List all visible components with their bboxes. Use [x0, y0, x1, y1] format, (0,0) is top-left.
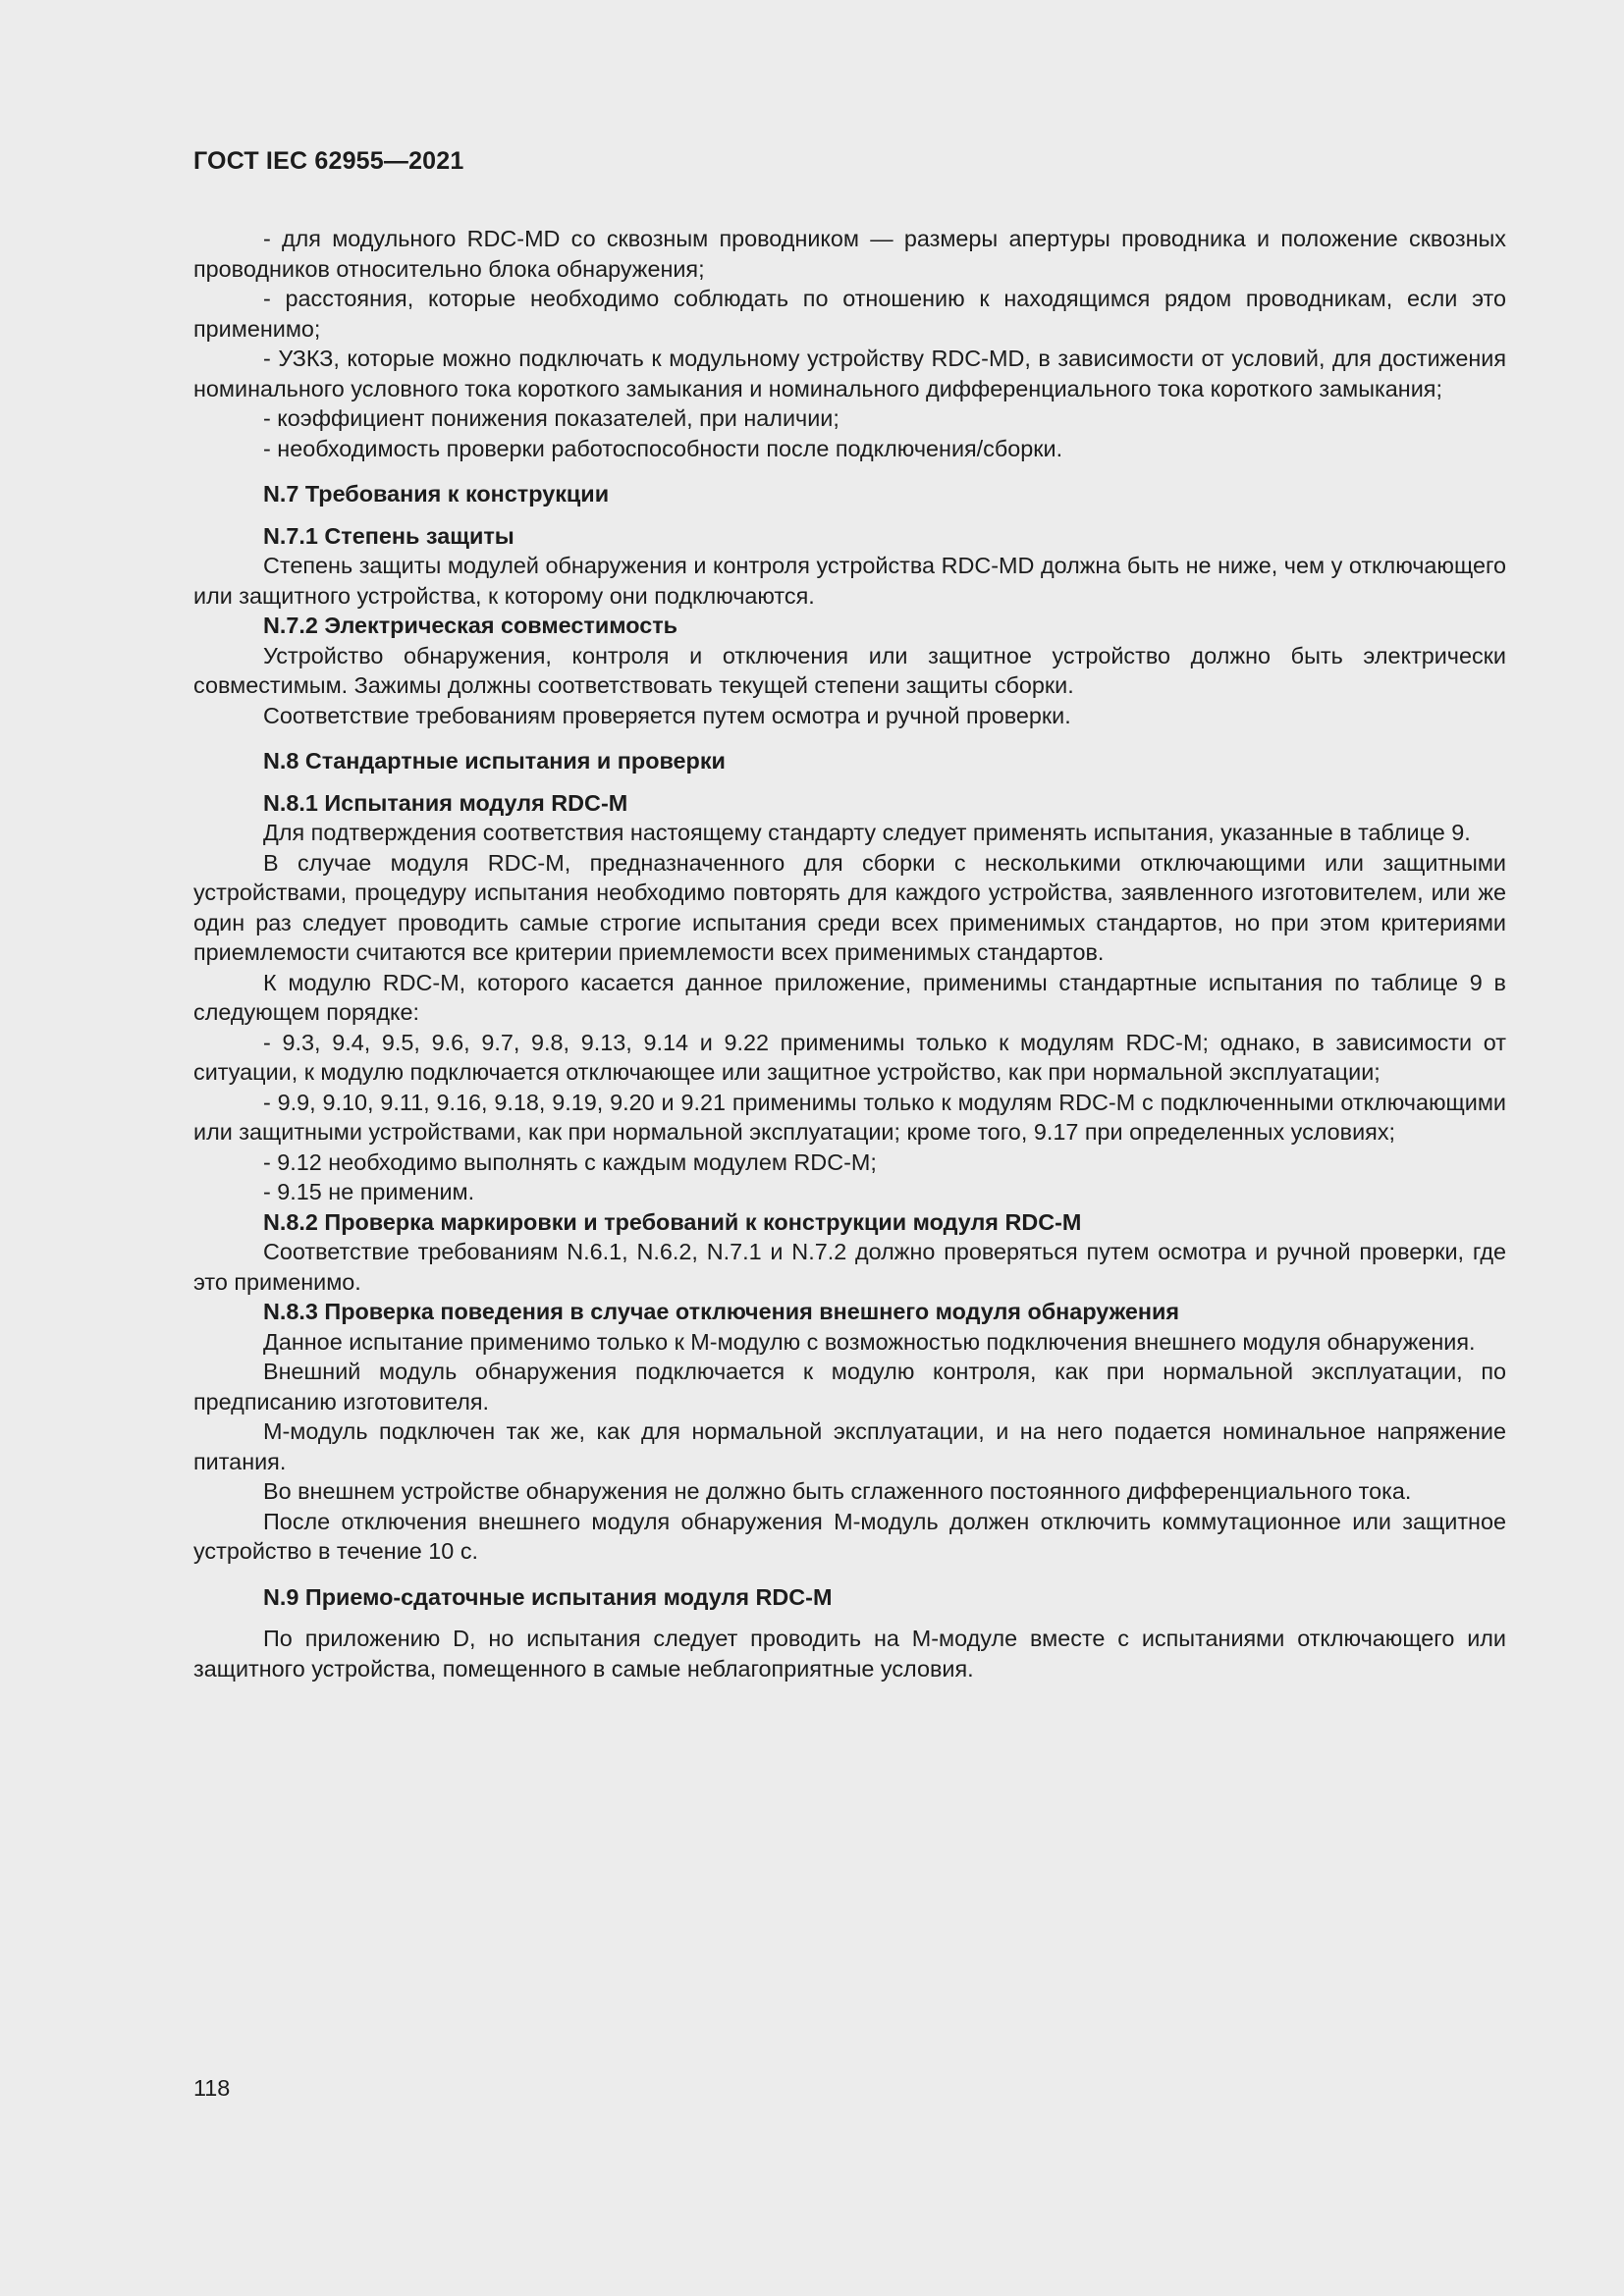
section-heading: N.8 Стандартные испытания и проверки	[263, 748, 726, 774]
list-item: - 9.9, 9.10, 9.11, 9.16, 9.18, 9.19, 9.20 и 9.21 применимы только к модулям RDC-M с подключенными отключающими или защитными устройствами, как при нормальной эксплуатации; кроме того, 9.17 при определенных условиях;	[193, 1089, 1506, 1145]
page-number: 118	[193, 2075, 231, 2101]
list-item: - 9.3, 9.4, 9.5, 9.6, 9.7, 9.8, 9.13, 9.14 и 9.22 применимы только к модулям RDC-M; однако, в зависимости от ситуации, к модулю подключается отключающее или защитное устройство, как при нормальной эксплуатации;	[193, 1029, 1506, 1085]
section-heading: N.9 Приемо-сдаточные испытания модуля RDC-M	[263, 1583, 833, 1610]
paragraph: Данное испытание применимо только к М-модулю с возможностью подключения внешнего модуля обнаружения.	[263, 1328, 1476, 1355]
list-item: - расстояния, которые необходимо соблюдать по отношению к находящимся рядом проводникам, если это применимо;	[193, 286, 1506, 342]
paragraph: Степень защиты модулей обнаружения и контроля устройства RDC-MD должна быть не ниже, чем у отключающего или защитного устройства, к которому они подключаются.	[193, 553, 1506, 609]
paragraph: Устройство обнаружения, контроля и отключения или защитное устройство должно быть электрически совместимым. Зажимы должны соответствовать текущей степени защиты сборки.	[193, 642, 1506, 698]
list-item: - УЗКЗ, которые можно подключать к модульному устройству RDC-MD, в зависимости от условий, для достижения номинального условного тока короткого замыкания и номинального дифференциального тока короткого замыкания;	[193, 346, 1506, 401]
subsection-heading: N.8.3 Проверка поведения в случае отключения внешнего модуля обнаружения	[263, 1299, 1180, 1324]
subsection-heading: N.7.2 Электрическая совместимость	[263, 613, 678, 638]
paragraph: Внешний модуль обнаружения подключается к модулю контроля, как при нормальной эксплуатации, по предписанию изготовителя.	[193, 1359, 1506, 1415]
paragraph: К модулю RDC-M, которого касается данное приложение, применимы стандартные испытания по таблице 9 в следующем порядке:	[193, 969, 1506, 1025]
subsection-heading: N.8.2 Проверка маркировки и требований к конструкции модуля RDC-M	[263, 1208, 1082, 1235]
subsection-heading: N.7.1 Степень защиты	[263, 522, 514, 549]
list-item: - коэффициент понижения показателей, при наличии;	[263, 405, 839, 431]
paragraph: Во внешнем устройстве обнаружения не должно быть сглаженного постоянного дифференциального тока.	[263, 1478, 1412, 1504]
document-header: ГОСТ IEC 62955—2021	[193, 147, 464, 175]
paragraph: Соответствие требованиям N.6.1, N.6.2, N.7.1 и N.7.2 должно проверяться путем осмотра и ручной проверки, где это применимо.	[193, 1239, 1506, 1295]
paragraph: М-модуль подключен так же, как для нормальной эксплуатации, и на него подается номинальное напряжение питания.	[193, 1418, 1506, 1474]
list-item: - необходимость проверки работоспособности после подключения/сборки.	[263, 435, 1063, 461]
document-body	[193, 224, 1506, 1683]
section-heading: N.7 Требования к конструкции	[263, 481, 610, 507]
list-item: - 9.12 необходимо выполнять с каждым модулем RDC-M;	[263, 1148, 877, 1175]
paragraph: Соответствие требованиям проверяется путем осмотра и ручной проверки.	[263, 702, 1071, 728]
paragraph: Для подтверждения соответствия настоящему стандарту следует применять испытания, указанные в таблице 9.	[263, 820, 1471, 845]
list-item: - 9.15 не применим.	[263, 1179, 475, 1204]
paragraph: По приложению D, но испытания следует проводить на М-модуле вместе с испытаниями отключающего или защитного устройства, помещенного в самые неблагоприятные условия.	[193, 1626, 1506, 1682]
paragraph: В случае модуля RDC-M, предназначенного для сборки с несколькими отключающими или защитными устройствами, процедуру испытания необходимо повторять для каждого устройства, заявленного изготовителем, или же один раз следует проводить самые строгие испытания среди всех применимых стандартов, но при этом критериями приемлемости считаются все критерии приемлемости всех применимых стандартов.	[193, 849, 1506, 965]
paragraph: После отключения внешнего модуля обнаружения М-модуль должен отключить коммутационное или защитное устройство в течение 10 с.	[193, 1508, 1506, 1564]
subsection-heading: N.8.1 Испытания модуля RDC-M	[263, 789, 628, 816]
list-item: - для модульного RDC-MD со сквозным проводником — размеры апертуры проводника и положение сквозных проводников относительно блока обнаружения;	[193, 226, 1506, 282]
